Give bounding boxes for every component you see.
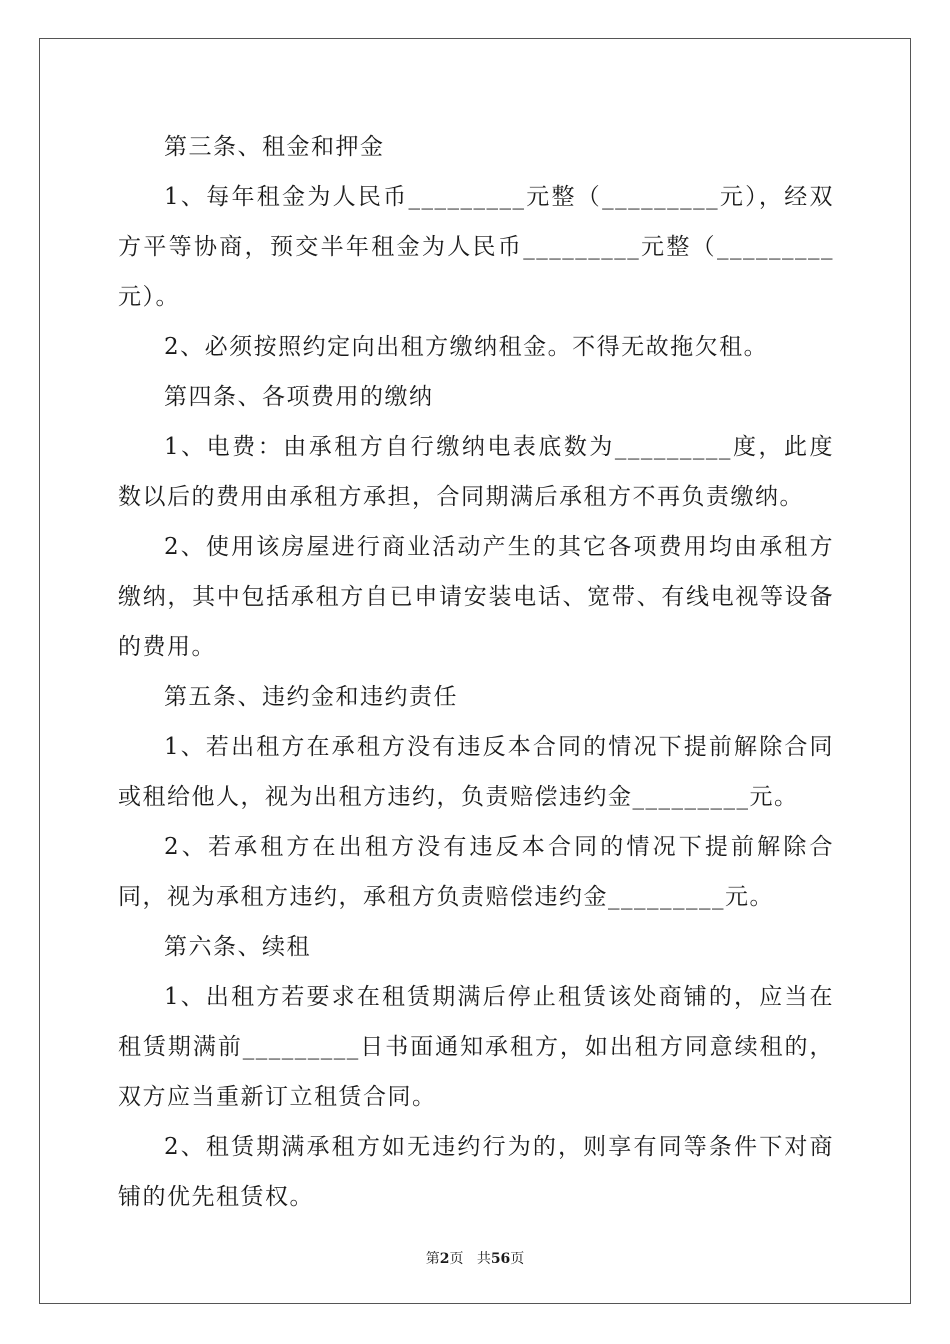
document-body	[118, 122, 834, 1222]
section-heading-3: 第三条、租金和押金	[164, 134, 385, 160]
page-number: 2	[439, 1251, 450, 1267]
paragraph: 2、若承租方在出租方没有违反本合同的情况下提前解除合同，视为承租方违约，承租方负责赔偿违约金_________元。	[118, 834, 834, 910]
total-pages: 56	[490, 1251, 511, 1267]
footer-page-suffix: 页	[449, 1251, 464, 1267]
paragraph: 2、使用该房屋进行商业活动产生的其它各项费用均由承租方缴纳，其中包括承租方自已申请安装电话、宽带、有线电视等设备的费用。	[118, 534, 834, 660]
paragraph: 1、出租方若要求在租赁期满后停止租赁该处商铺的，应当在租赁期满前_________日书面通知承租方，如出租方同意续租的，双方应当重新订立租赁合同。	[118, 984, 834, 1110]
section-heading-4: 第四条、各项费用的缴纳	[164, 384, 434, 410]
paragraph: 1、若出租方在承租方没有违反本合同的情况下提前解除合同或租给他人，视为出租方违约，负责赔偿违约金_________元。	[118, 734, 834, 810]
footer-total-prefix: 共	[476, 1251, 491, 1267]
paragraph: 2、租赁期满承租方如无违约行为的，则享有同等条件下对商铺的优先租赁权。	[118, 1134, 834, 1210]
paragraph: 2、必须按照约定向出租方缴纳租金。不得无故拖欠租。	[164, 334, 769, 360]
footer-prefix: 第	[425, 1251, 440, 1267]
paragraph: 1、电费：由承租方自行缴纳电表底数为_________度，此度数以后的费用由承租方承担，合同期满后承租方不再负责缴纳。	[118, 434, 834, 510]
section-heading-6: 第六条、续租	[164, 934, 311, 960]
paragraph: 1、每年租金为人民币_________元整（_________元），经双方平等协商，预交半年租金为人民币_________元整（_________元）。	[118, 184, 834, 310]
section-heading-5: 第五条、违约金和违约责任	[164, 684, 458, 710]
page-footer	[0, 1248, 950, 1268]
footer-total-suffix: 页	[510, 1251, 525, 1267]
